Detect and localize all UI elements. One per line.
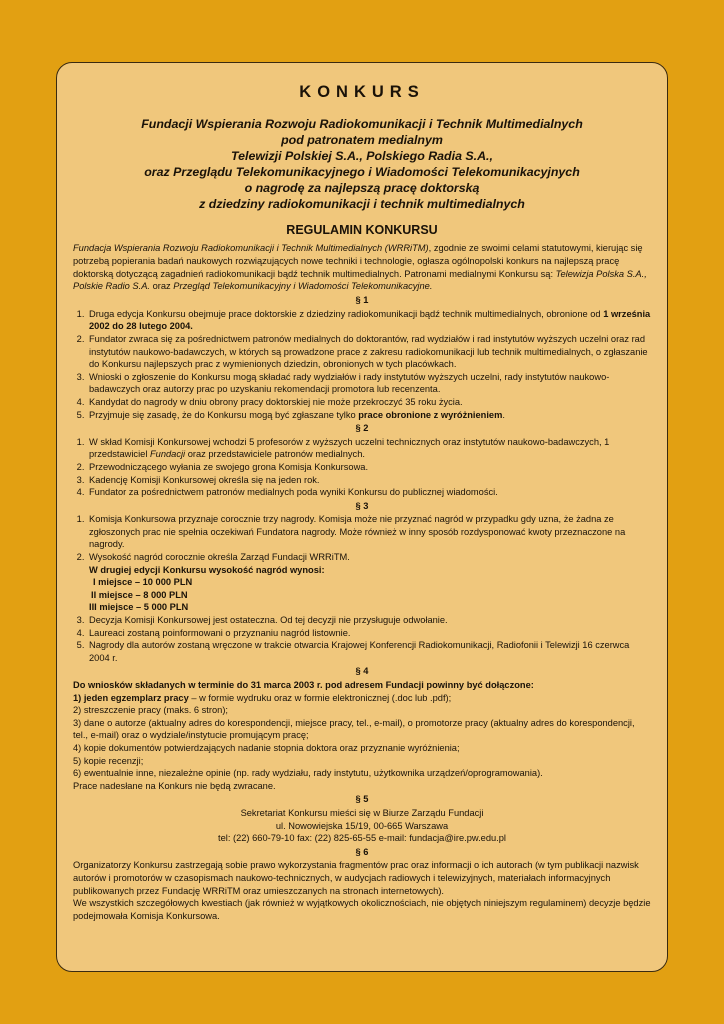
- list-item: 4. Kandydat do nagrody w dniu obrony pracy doktorskiej nie może przekroczyć 35 roku życia.: [87, 396, 651, 409]
- header-line: Fundacji Wspierania Rozwoju Radiokomunikacji i Technik Multimedialnych: [141, 117, 583, 131]
- intro-paragraph: [73, 242, 651, 293]
- section-label: § 4: [355, 666, 369, 677]
- page-title: KONKURS: [299, 83, 425, 101]
- list-item: 3. Wnioski o zgłoszenie do Konkursu mogą składać rady wydziałów i rady instytutów wyższych uczelni, rady instytutów naukowo-badawczych oraz autorzy prac po uzyskaniu rekomendacji promotora lub recenzenta.: [87, 371, 651, 396]
- section-label: § 2: [355, 423, 369, 434]
- header-line: z dziedziny radiokomunikacji i technik multimedialnych: [199, 197, 525, 211]
- list-item: 4. Fundator za pośrednictwem patronów medialnych poda wyniki Konkursu do publicznej wiadomości.: [87, 486, 651, 499]
- list-item: 2. Fundator zwraca się za pośrednictwem patronów medialnych do doktorantów, rad wydziałów i rad instytutów wyższych uczelni oraz rad instytutów naukowo-badawczych, w których są prowadzone prace z zakresu radiokomunikacji lub technik multimedialnych, o zgłaszanie do Konkursu najlepszych prac z wymienionych dziedzin, obronionych w tych placówkach.: [87, 333, 651, 371]
- header-line: o nagrodę za najlepszą pracę doktorską: [244, 181, 480, 195]
- section-2-list: [73, 436, 651, 499]
- section-1-list: [73, 308, 651, 421]
- prize-second: II miejsce – 8 000 PLN: [91, 589, 188, 600]
- list-item: 3. Kadencję Komisji Konkursowej określa się na jeden rok.: [87, 474, 651, 487]
- list-item: 2) streszczenie pracy (maks. 6 stron);: [73, 705, 228, 716]
- list-item: 3) dane o autorze (aktualny adres do korespondencji, miejsce pracy, tel., e-mail), o promotorze pracy (aktualny adres do korespondencji, tel., e-mail) oraz o wydziale/instytucie promującym pracę;: [73, 717, 635, 741]
- list-item: 5. Nagrody dla autorów zostaną wręczone w trakcie otwarcia Krajowej Konferencji Radiokomunikacji, Radiofonii i Telewizji 16 czerwca 2004 r.: [87, 639, 651, 664]
- list-item: 5) kopie recenzji;: [73, 755, 144, 766]
- section-6-paragraph: Organizatorzy Konkursu zastrzegają sobie prawo wykorzystania fragmentów prac oraz informacji o ich autorach (w tym publikacji nazwisk autorów i promotorów w czasopismach naukowo-technicznych, w audycjach radiowych i telewizyjnych, materiałach informacyjnych publikowanych przez Fundację WRRiTM oraz umieszczanych na stronach internetowych).: [73, 860, 639, 896]
- list-item: 6) ewentualnie inne, niezależne opinie (np. rady wydziału, rady instytutu, użytkownika urządzeń/oprogramowania).: [73, 768, 543, 779]
- section-4-intro: Do wniosków składanych w terminie do 31 marca 2003 r. pod adresem Fundacji powinny być dołączone:: [73, 680, 534, 690]
- header-block: [73, 116, 651, 212]
- intro-patrons: Przegląd Telekomunikacyjny i Wiadomości Telekomunikacyjne.: [173, 281, 433, 292]
- section-label: § 5: [355, 794, 369, 805]
- intro-text: , zgodnie ze swoimi celami statutowymi, kierując się potrzebą popierania badań naukowych rozwiązujących nowe techniki i technologie, ogłasza ogólnopolski konkurs na najlepszą pracę doktorską dotyczącą zagadnień radiokomunikacji bądź technik multimedialnych. Patronami medialnymi Konkursu są:: [73, 243, 643, 279]
- list-item: 2. Wysokość nagród corocznie określa Zarząd Fundacji WRRiTM. W drugiej edycji Konkursu wysokość nagród wynosi: I miejsce – 10 000 PLN II miejsce – 8 000 PLN III miejsce – 5 000 PLN: [87, 551, 651, 614]
- section-6-paragraph: We wszystkich szczegółowych kwestiach (jak również w wyjątkowych okolicznościach, nie objętych niniejszym regulaminem) decyzje będzie podejmowała Komisja Konkursowa.: [73, 898, 651, 921]
- foundation-name: Fundacja Wspierania Rozwoju Radiokomunikacji i Technik Multimedialnych (WRRiTM): [73, 243, 429, 253]
- prize-heading: W drugiej edycji Konkursu wysokość nagród wynosi:: [89, 564, 325, 575]
- section-label: § 1: [355, 295, 369, 306]
- list-item: 1. Komisja Konkursowa przyznaje corocznie trzy nagrody. Komisja może nie przyznać nagród w przypadku gdy uzna, że żadna ze zgłoszonych prac nie spełnia oczekiwań Fundatora nagrody. Może również w inny sposób rozdysponować kwoty przeznaczone na nagrody.: [87, 513, 651, 551]
- header-line: Telewizji Polskiej S.A., Polskiego Radia S.A.,: [231, 149, 493, 163]
- section-label: § 6: [355, 846, 369, 857]
- list-item: 4. Laureaci zostaną poinformowani o przyznaniu nagród listownie.: [87, 627, 651, 640]
- list-item: 1) jeden egzemplarz pracy – w formie wydruku oraz w formie elektronicznej (.doc lub .pdf);: [73, 692, 452, 703]
- list-item: 3. Decyzja Komisji Konkursowej jest ostateczna. Od tej decyzji nie przysługuje odwołanie.: [87, 614, 651, 627]
- section-label: § 3: [355, 500, 369, 511]
- prize-first: I miejsce – 10 000 PLN: [93, 577, 193, 588]
- contact-line: tel: (22) 660-79-10 fax: (22) 825-65-55 e-mail: fundacja@ire.pw.edu.pl: [218, 833, 506, 844]
- intro-patrons: Telewizja Polska S.A., Polskie Radio S.A.: [73, 268, 647, 292]
- intro-text: oraz: [150, 281, 174, 292]
- prize-third: III miejsce – 5 000 PLN: [89, 602, 189, 613]
- address-line: ul. Nowowiejska 15/19, 00-665 Warszawa: [275, 820, 449, 831]
- announcement-card: [56, 62, 668, 972]
- header-line: pod patronatem medialnym: [281, 133, 443, 147]
- regulations-title: REGULAMIN KONKURSU: [286, 223, 438, 237]
- list-item: 2. Przewodniczącego wyłania ze swojego grona Komisja Konkursowa.: [87, 461, 651, 474]
- list-item: 1. Druga edycja Konkursu obejmuje prace doktorskie z dziedziny radiokomunikacji bądź technik multimedialnych, obronione od 1 września 2002 do 28 lutego 2004.: [87, 308, 651, 333]
- section-3-list: [73, 513, 651, 664]
- list-item: 4) kopie dokumentów potwierdzających nadanie stopnia doktora oraz przyznanie wyróżnienia;: [73, 742, 460, 753]
- section-4-note: Prace nadesłane na Konkurs nie będą zwracane.: [73, 780, 276, 791]
- header-line: oraz Przeglądu Telekomunikacyjnego i Wiadomości Telekomunikacyjnych: [144, 165, 580, 179]
- secretariat-line: Sekretariat Konkursu mieści się w Biurze Zarządu Fundacji: [240, 807, 484, 818]
- list-item: 5. Przyjmuje się zasadę, że do Konkursu mogą być zgłaszane tylko prace obronione z wyróżnieniem.: [87, 409, 651, 422]
- list-item: 1. W skład Komisji Konkursowej wchodzi 5 profesorów z wyższych uczelni technicznych oraz instytutów naukowo-badawczych, 1 przedstawiciel Fundacji oraz przedstawiciele patronów medialnych.: [87, 436, 651, 461]
